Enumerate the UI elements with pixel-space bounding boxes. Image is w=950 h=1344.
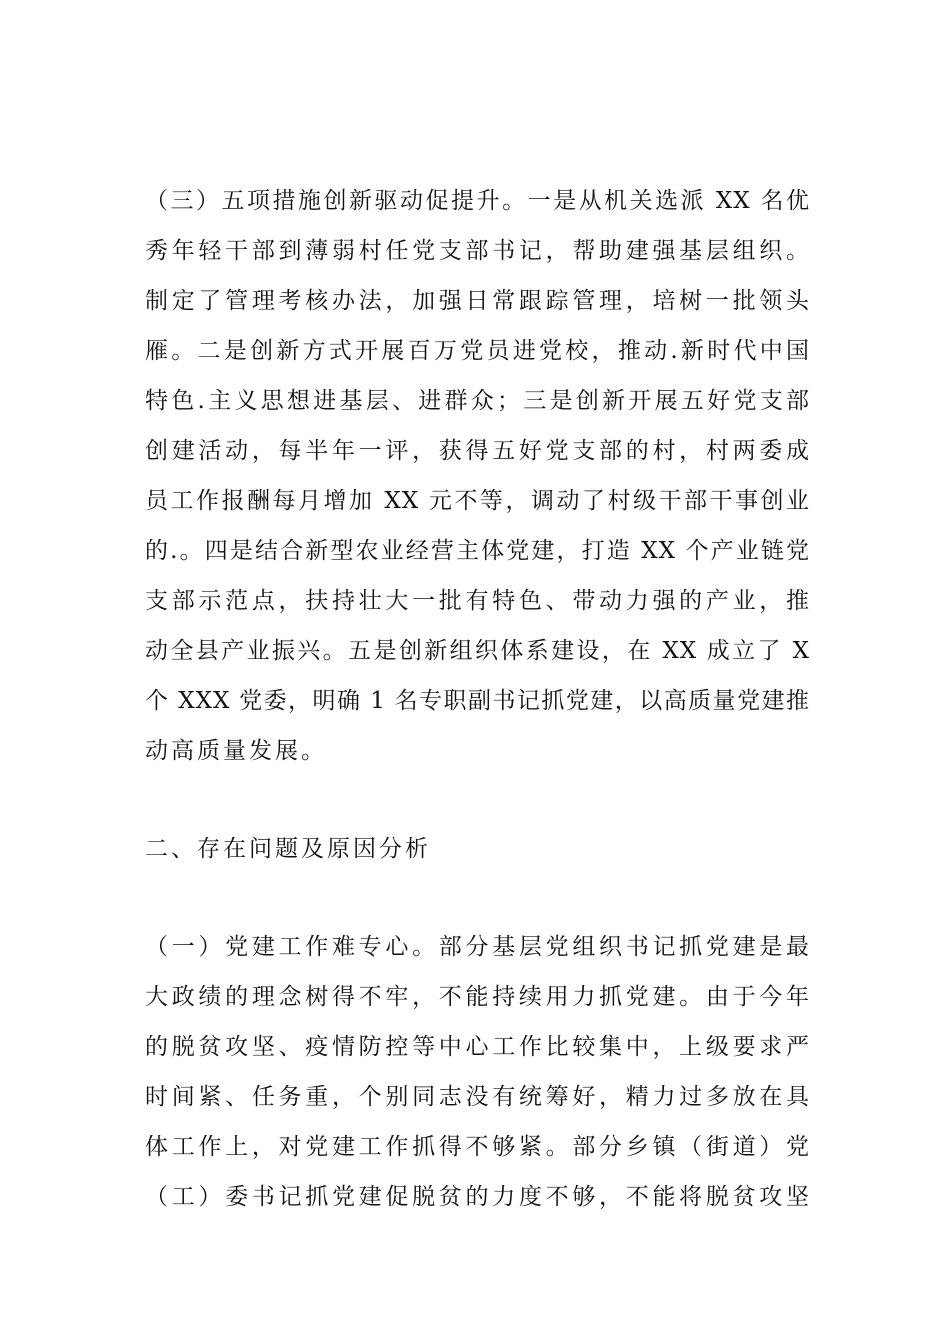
paragraph-line: 动全县产业振兴。五是创新组织体系建设，在 XX 成立了 X [145,638,810,664]
paragraph-line: 大政绩的理念树得不牢，不能持续用力抓党建。由于今年 [145,984,810,1010]
paragraph-line: 雁。二是创新方式开展百万党员进党校，推动.新时代中国 [145,338,810,364]
paragraph-line: 个 XXX 党委，明确 1 名专职副书记抓党建，以高质量党建推 [145,688,810,714]
section-heading: 二、存在问题及原因分析 [145,836,431,862]
paragraph-line: 创建活动，每半年一评，获得五好党支部的村，村两委成 [145,438,810,464]
paragraph-line: （工）委书记抓党建促脱贫的力度不够，不能将脱贫攻坚 [145,1184,810,1210]
paragraph-line: 体工作上，对党建工作抓得不够紧。部分乡镇（街道）党 [145,1134,810,1160]
paragraph-line: （一）党建工作难专心。部分基层党组织书记抓党建是最 [145,934,810,960]
paragraph-line: 支部示范点，扶持壮大一批有特色、带动力强的产业，推 [145,588,810,614]
paragraph-line: 的.。四是结合新型农业经营主体党建，打造 XX 个产业链党 [145,538,810,564]
paragraph-line: 员工作报酬每月增加 XX 元不等，调动了村级干部干事创业 [145,488,810,514]
paragraph-line: 制定了管理考核办法，加强日常跟踪管理，培树一批领头 [145,288,810,314]
paragraph-line: 特色.主义思想进基层、进群众；三是创新开展五好党支部 [145,388,810,414]
paragraph-line: 时间紧、任务重，个别同志没有统筹好，精力过多放在具 [145,1084,810,1110]
paragraph-line: （三）五项措施创新驱动促提升。一是从机关选派 XX 名优 [145,188,810,214]
paragraph-line: 秀年轻干部到薄弱村任党支部书记，帮助建强基层组织。 [145,238,810,264]
paragraph-line: 的脱贫攻坚、疫情防控等中心工作比较集中，上级要求严 [145,1034,810,1060]
paragraph-line: 动高质量发展。 [145,738,327,764]
